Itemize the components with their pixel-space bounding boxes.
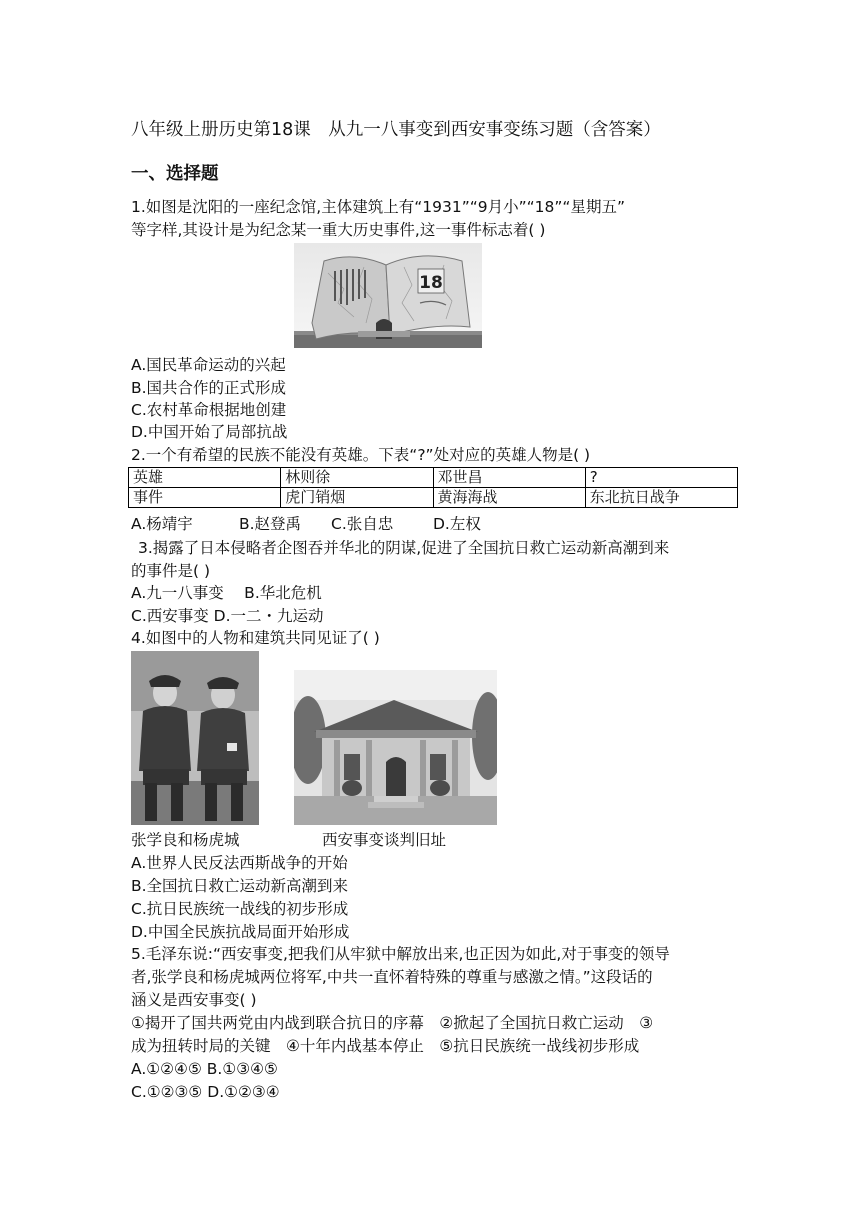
- table-cell: 林则徐: [281, 468, 433, 488]
- q4-caption-right: 西安事变谈判旧址: [322, 831, 447, 849]
- table-row: [129, 468, 738, 488]
- section-heading: 一、选择题: [131, 164, 219, 184]
- q5-stem-line3: 涵义是西安事变( ): [131, 991, 257, 1009]
- q5-stem-line1: 5.毛泽东说:“西安事变,把我们从牢狱中解放出来,也正因为如此,对于事变的领导: [131, 945, 670, 963]
- q5-items-line2: 成为扭转时局的关键 ④十年内战基本停止 ⑤抗日民族统一战线初步形成: [131, 1037, 640, 1055]
- q4-stem: 4.如图中的人物和建筑共同见证了( ): [131, 629, 380, 647]
- q3-options-line2: C.西安事变 D.一二・九运动: [131, 607, 324, 625]
- q1-option-a: A.国民革命运动的兴起: [131, 356, 286, 374]
- memorial-date-number: 18: [419, 273, 443, 293]
- memorial-museum-image: [294, 243, 482, 348]
- q2-hero-table: [128, 467, 738, 508]
- q4-option-c: C.抗日民族统一战线的初步形成: [131, 900, 349, 918]
- q3-stem-line2: 的事件是( ): [131, 562, 211, 580]
- q2-option-a: A.杨靖宇: [131, 515, 193, 533]
- q5-items-line1: ①揭开了国共两党由内战到联合抗日的序幕 ②掀起了全国抗日救亡运动 ③: [131, 1014, 654, 1032]
- table-cell: 黄海海战: [433, 488, 585, 508]
- zhang-xueliang-yang-hucheng-photo: [131, 651, 259, 825]
- q1-option-c: C.农村革命根据地创建: [131, 401, 287, 419]
- table-row: [129, 488, 738, 508]
- q2-option-d: D.左权: [433, 515, 481, 533]
- q3-options-line1: A.九一八事变 B.华北危机: [131, 584, 322, 602]
- q4-option-d: D.中国全民族抗战局面开始形成: [131, 923, 350, 941]
- table-cell: 事件: [129, 488, 281, 508]
- q2-option-c: C.张自忠: [331, 515, 394, 533]
- q5-options-line2: C.①②③⑤ D.①②③④: [131, 1083, 280, 1101]
- table-cell: 东北抗日战争: [585, 488, 737, 508]
- q1-option-d: D.中国开始了局部抗战: [131, 423, 288, 441]
- table-cell: 英雄: [129, 468, 281, 488]
- table-cell: 邓世昌: [433, 468, 585, 488]
- q4-option-a: A.世界人民反法西斯战争的开始: [131, 854, 348, 872]
- q5-options-line1: A.①②④⑤ B.①③④⑤: [131, 1060, 278, 1078]
- q3-stem-line1: 3.揭露了日本侵略者企图吞并华北的阴谋,促进了全国抗日救亡运动新高潮到来: [138, 539, 670, 557]
- q1-stem-line2: 等字样,其设计是为纪念某一重大历史事件,这一事件标志着( ): [131, 221, 546, 239]
- q1-option-b: B.国共合作的正式形成: [131, 379, 287, 397]
- document-title: 八年级上册历史第18课 从九一八事变到西安事变练习题（含答案）: [131, 120, 661, 140]
- q1-stem-line1: 1.如图是沈阳的一座纪念馆,主体建筑上有“1931”“9月小”“18”“星期五”: [131, 198, 625, 216]
- q4-caption-left: 张学良和杨虎城: [131, 831, 240, 849]
- table-cell: ?: [585, 468, 737, 488]
- xian-incident-negotiation-site-photo: [294, 670, 497, 825]
- q2-option-b: B.赵登禹: [239, 515, 302, 533]
- table-cell: 虎门销烟: [281, 488, 433, 508]
- q4-option-b: B.全国抗日救亡运动新高潮到来: [131, 877, 349, 895]
- q5-stem-line2: 者,张学良和杨虎城两位将军,中共一直怀着特殊的尊重与感激之情。”这段话的: [131, 968, 653, 986]
- q2-stem: 2.一个有希望的民族不能没有英雄。下表“?”处对应的英雄人物是( ): [131, 446, 591, 464]
